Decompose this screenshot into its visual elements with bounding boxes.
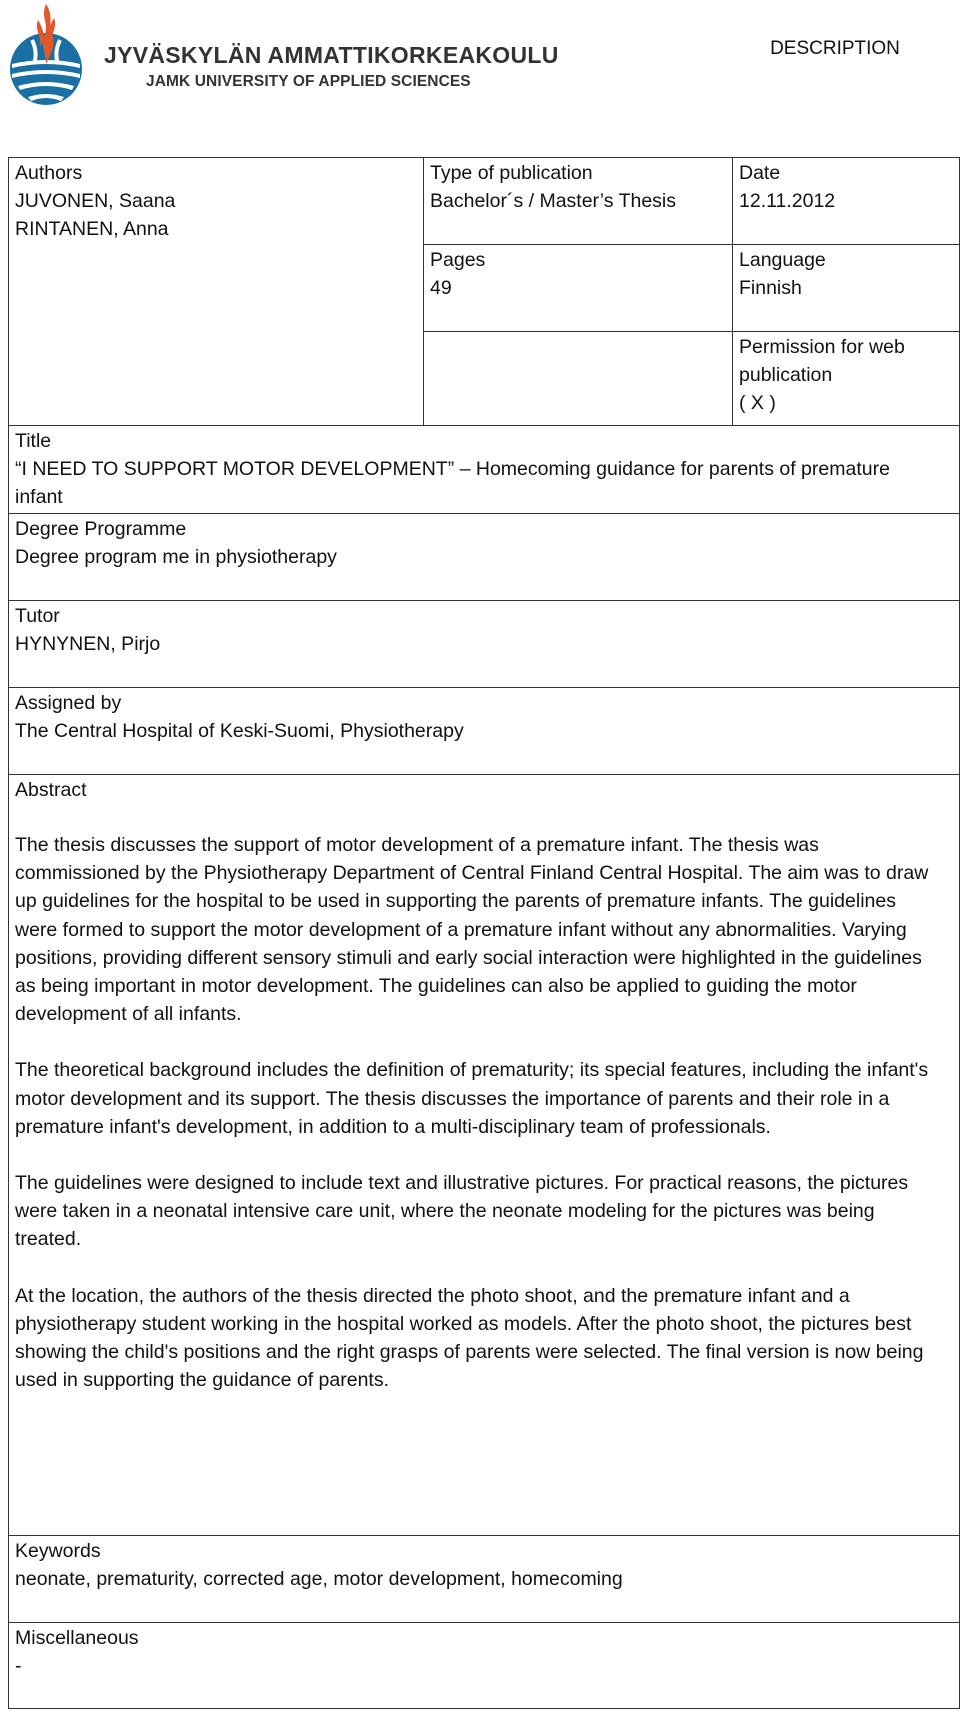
- tutor-cell: [8, 600, 959, 687]
- abstract-paragraph: At the location, the authors of the thesis directed the photo shoot, and the premature infant and a physiotherapy student working in the hospital worked as models. After the photo shoot, the pictures best showing the child's positions and the right grasps of parents were selected. The final version is now being used in supporting the guidance of parents.: [15, 1284, 924, 1392]
- assigned-by-label: Assigned by: [15, 692, 122, 714]
- language-value: Finnish: [739, 277, 802, 299]
- thesis-title: infant: [15, 486, 63, 508]
- keywords-label: Keywords: [15, 1540, 101, 1562]
- permission-value: ( X ): [739, 392, 776, 414]
- permission-cell: [732, 331, 959, 425]
- publication-type-cell: [423, 157, 732, 244]
- publication-type-label: Type of publication: [430, 162, 593, 184]
- date-label: Date: [739, 162, 781, 184]
- permission-label: publication: [739, 364, 833, 386]
- title-label: Title: [15, 430, 52, 452]
- keywords-cell: [8, 1535, 959, 1622]
- date-value: 12.11.2012: [739, 190, 836, 212]
- abstract-paragraph: The guidelines were designed to include text and illustrative pictures. For practical reasons, the pictures were taken in a neonatal intensive care unit, where the neonate modeling for the pictures was being treated.: [15, 1172, 909, 1251]
- institution-name: JYVÄSKYLÄN AMMATTIKORKEAKOULU: [104, 42, 559, 68]
- abstract-cell: [8, 774, 959, 1535]
- institution-logo: [6, 2, 559, 112]
- degree-programme-label: Degree Programme: [15, 518, 187, 540]
- degree-programme-cell: [8, 513, 959, 600]
- institution-subtitle: JAMK UNIVERSITY OF APPLIED SCIENCES: [146, 73, 471, 90]
- miscellaneous-value: -: [15, 1655, 22, 1677]
- tutor-value: HYNYNEN, Pirjo: [15, 633, 161, 655]
- author-name: RINTANEN, Anna: [15, 218, 169, 240]
- language-label: Language: [739, 249, 826, 271]
- author-name: JUVONEN, Saana: [15, 190, 176, 212]
- pages-cell: [423, 244, 732, 331]
- degree-programme-value: Degree program me in physiotherapy: [15, 546, 337, 568]
- authors-cell: [8, 157, 423, 425]
- date-cell: [732, 157, 959, 244]
- abstract-paragraph: The thesis discusses the support of motor development of a premature infant. The thesis was commissioned by the Physiotherapy Department of Central Finland Central Hospital. The aim was to draw up guidelines for the hospital to be used in supporting the parents of premature infants. The guidelines were formed to support the motor development of a premature infant without any abnormalities. Varying positions, providing different sensory stimuli and early social interaction were highlighted in the guidelines as being important in motor development. The guidelines can also be applied to guiding the motor development of all infants.: [15, 834, 929, 1026]
- jamk-emblem-icon: [6, 2, 86, 108]
- title-cell: [8, 425, 959, 513]
- pages-value: 49: [430, 277, 452, 299]
- pages-label: Pages: [430, 249, 486, 271]
- keywords-value: neonate, prematurity, corrected age, motor development, homecoming: [15, 1568, 623, 1590]
- tutor-label: Tutor: [15, 605, 60, 627]
- assigned-by-cell: [8, 687, 959, 774]
- thesis-title: “I NEED TO SUPPORT MOTOR DEVELOPMENT” – Homecoming guidance for parents of premature: [15, 458, 890, 480]
- miscellaneous-cell: [8, 1622, 959, 1708]
- permission-label: Permission for web: [739, 336, 905, 358]
- language-cell: [732, 244, 959, 331]
- document-type: DESCRIPTION: [770, 38, 900, 59]
- abstract-body: [15, 831, 952, 1394]
- publication-type-value: Bachelor´s / Master’s Thesis: [430, 190, 677, 212]
- abstract-paragraph: The theoretical background includes the definition of prematurity; its special features, including the infant's motor development and its support. The thesis discusses the importance of parents and their role in a premature infant's development, in addition to a multi-disciplinary team of professionals.: [15, 1059, 929, 1138]
- abstract-label: Abstract: [15, 779, 87, 801]
- miscellaneous-label: Miscellaneous: [15, 1627, 139, 1649]
- assigned-by-value: The Central Hospital of Keski-Suomi, Physiotherapy: [15, 720, 464, 742]
- authors-label: Authors: [15, 162, 83, 184]
- description-form: [8, 157, 960, 1710]
